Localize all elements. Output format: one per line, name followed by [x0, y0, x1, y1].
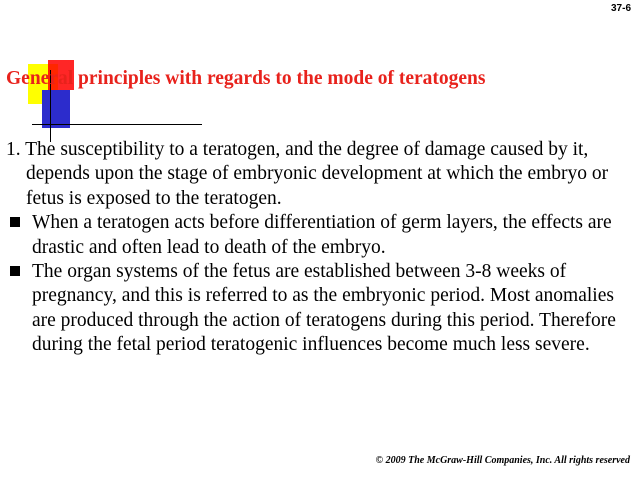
slide-title: General principles with regards to the mode of teratogens	[6, 68, 486, 89]
copyright-footer: © 2009 The McGraw-Hill Companies, Inc. All rights reserved	[375, 455, 630, 466]
bullet-paragraph-1	[6, 211, 634, 260]
slide-number: 37-6	[610, 3, 631, 14]
decorative-horizontal-line	[32, 124, 202, 125]
square-bullet-icon	[10, 266, 20, 276]
bullet-text: When a teratogen acts before differentiation of germ layers, the effects are drastic and often lead to death of the embryo.	[32, 212, 612, 258]
square-bullet-icon	[10, 217, 20, 227]
decorative-blue-square	[42, 90, 70, 128]
slide-body	[6, 138, 634, 358]
bullet-text: The organ systems of the fetus are established between 3-8 weeks of pregnancy, and this is referred to as the embryonic period. Most anomalies are produced through the action of teratogens during this period. Therefore during the fetal period teratogenic influences become much less severe.	[32, 261, 616, 356]
bullet-paragraph-2	[6, 260, 634, 358]
numbered-paragraph-1: 1. The susceptibility to a teratogen, and the degree of damage caused by it, depends upon the stage of embryonic development at which the embryo or fetus is exposed to the teratogen.	[6, 139, 609, 209]
